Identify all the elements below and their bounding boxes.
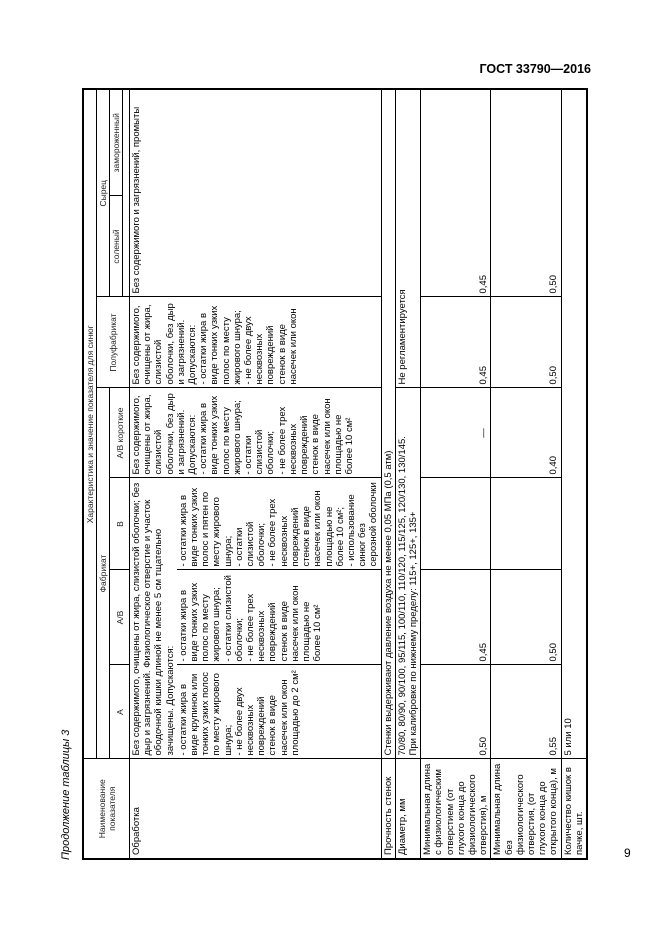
list-item: - не более трех несквозных повреждений стенок в виде насечек или окон площадью не более 10 см² [276,398,355,475]
processing-common-text: Без содержимого, очищены от жира, слизистой оболочки; без дыр и загрязнений. Физиологическое отверстие и участок ободочной кишки длиной не менее 5 см тщательно зачищены. Допускаются: [130,478,177,759]
processing-ab-short-list [198,392,355,475]
row-label-diameter: Диаметр, мм [395,759,420,859]
list-item: - не более трех несквозных повреждений стенок в виде насечек или окон площадью не более 10 см² [245,585,324,662]
processing-syrets: Без содержимого и загрязнений, промыты [130,89,381,297]
list-item: - остатки жира в виде тонких узких полос и пятен по месту жирового шнура; [177,487,234,567]
processing-ab-short-intro: Без содержимого, очищены от жира, слизистой оболочки, без дыр и загрязнений. Допускаются: [131,393,199,475]
requirements-table [82,88,588,860]
list-item: - остатки жира в виде тонких узких полос по месту жирового шнура; [198,305,243,385]
header-polufabrikat: Полуфабрикат [97,297,130,388]
header-col-salted: соленый [110,196,123,297]
min-len-nohole-ab: 0,50 [491,570,561,665]
min-len-hole-ab-short: — [421,388,491,478]
list-item: - не более двух несквозных повреждений стенок в виде насечек или окон [243,308,299,385]
min-len-hole-polu: 0,45 [421,297,491,388]
processing-polu-list [198,301,299,385]
processing-ab-short [130,388,381,478]
processing-ab-list [178,574,324,662]
list-item: - остатки жира в виде тонких узких полос по месту жирового шнура; [198,395,243,475]
min-len-nohole-a: 0,55 [491,665,561,759]
list-item: - остатки слизистой оболочки; [233,521,268,567]
page-number: 9 [624,846,631,860]
processing-col-a [177,665,381,759]
row-label-min-length-hole: Минимальная длина с физиологическим отверстием (от глухого конца до физиологического отверстия), м [421,759,491,859]
list-item: - использование синюг без серозной оболочки [345,482,380,567]
header-col-frozen: замороженный [110,89,123,196]
header-characteristic: Характеристика и значение показателя для синюг [83,89,97,759]
table-row [130,89,177,859]
row-label-strength: Прочность стенок [381,759,395,859]
header-name-column: Наименование показателя [83,759,130,859]
header-col-b: В [110,478,130,570]
list-item: - остатки жира в виде крупинок или тонких узких полос по месту жирового шнура; [177,672,234,756]
header-col-ab: А/В [110,570,130,665]
header-col-a: А [110,665,130,759]
rotated-table-block [60,90,585,860]
min-len-nohole-polu: 0,50 [491,297,561,388]
table-row [421,89,491,859]
header-fabrikat: Фабрикат [97,388,110,759]
header-col-ab-short: А/В короткие [110,388,130,478]
diameter-not-regulated: Не регламентируется [395,89,420,388]
diameter-line-2: При калибровке по нижнему пределу: 115+, 125+, 135+ [407,511,419,756]
header-spacer [123,89,130,297]
table-header-row-1 [83,89,97,859]
processing-a-list [178,669,301,756]
table-header-row-2 [97,89,110,859]
min-len-hole-syrets: 0,45 [421,89,491,297]
list-item: - не более трех несквозных повреждений стенок в виде насечек или окон площадью не более 10 см²; [267,490,346,567]
min-len-hole-a: 0,50 [421,665,491,759]
processing-polufabrikat [130,297,381,388]
standard-number: ГОСТ 33790—2016 [479,62,591,76]
table-row [491,89,561,859]
row-label-count: Количество кишок в пачке, шт. [561,759,587,859]
diameter-values [395,388,420,759]
min-len-nohole-syrets: 0,50 [491,89,561,297]
row-label-processing: Обработка [130,759,381,859]
min-len-hole-ab: 0,45 [421,570,491,665]
min-len-nohole-ab-short: 0,40 [491,388,561,478]
list-item: - остатки жира в виде тонких узких полос по месту жирового шнура; [177,582,223,662]
table-header-row-3 [110,89,123,859]
table-row [381,89,395,859]
processing-b-list [178,482,380,567]
processing-col-ab [177,570,381,665]
table-row [395,89,420,859]
processing-col-b [177,478,381,570]
table-continuation-caption: Продолжение таблицы 3 [60,729,72,860]
diameter-line-1: 70/80, 80/90, 90/100, 95/115, 100/110, 110/120, 115/125, 120/130, 130/145. [396,436,408,756]
table-row [561,89,587,859]
row-label-min-length-nohole: Минимальная длина без физиологического отверстия, (от глухого конца до открытого конца), м [491,759,561,859]
list-item: - остатки слизистой оболочки; [222,575,245,662]
strength-value: Стенки выдерживают давление воздуха не менее 0,05 МПа (0,5 атм) [381,89,395,759]
count-value: 5 или 10 [561,89,587,759]
list-item: - остатки слизистой оболочки; [243,429,277,475]
list-item: - не более двух несквозных повреждений стенок в виде насечек или окон площадью до 2 см² [233,670,301,756]
processing-polu-intro: Без содержимого, очищены от жира, слизистой оболочки, без дыр и загрязнений. Допускаются: [131,303,199,385]
header-syrets: Сырец [97,89,110,297]
